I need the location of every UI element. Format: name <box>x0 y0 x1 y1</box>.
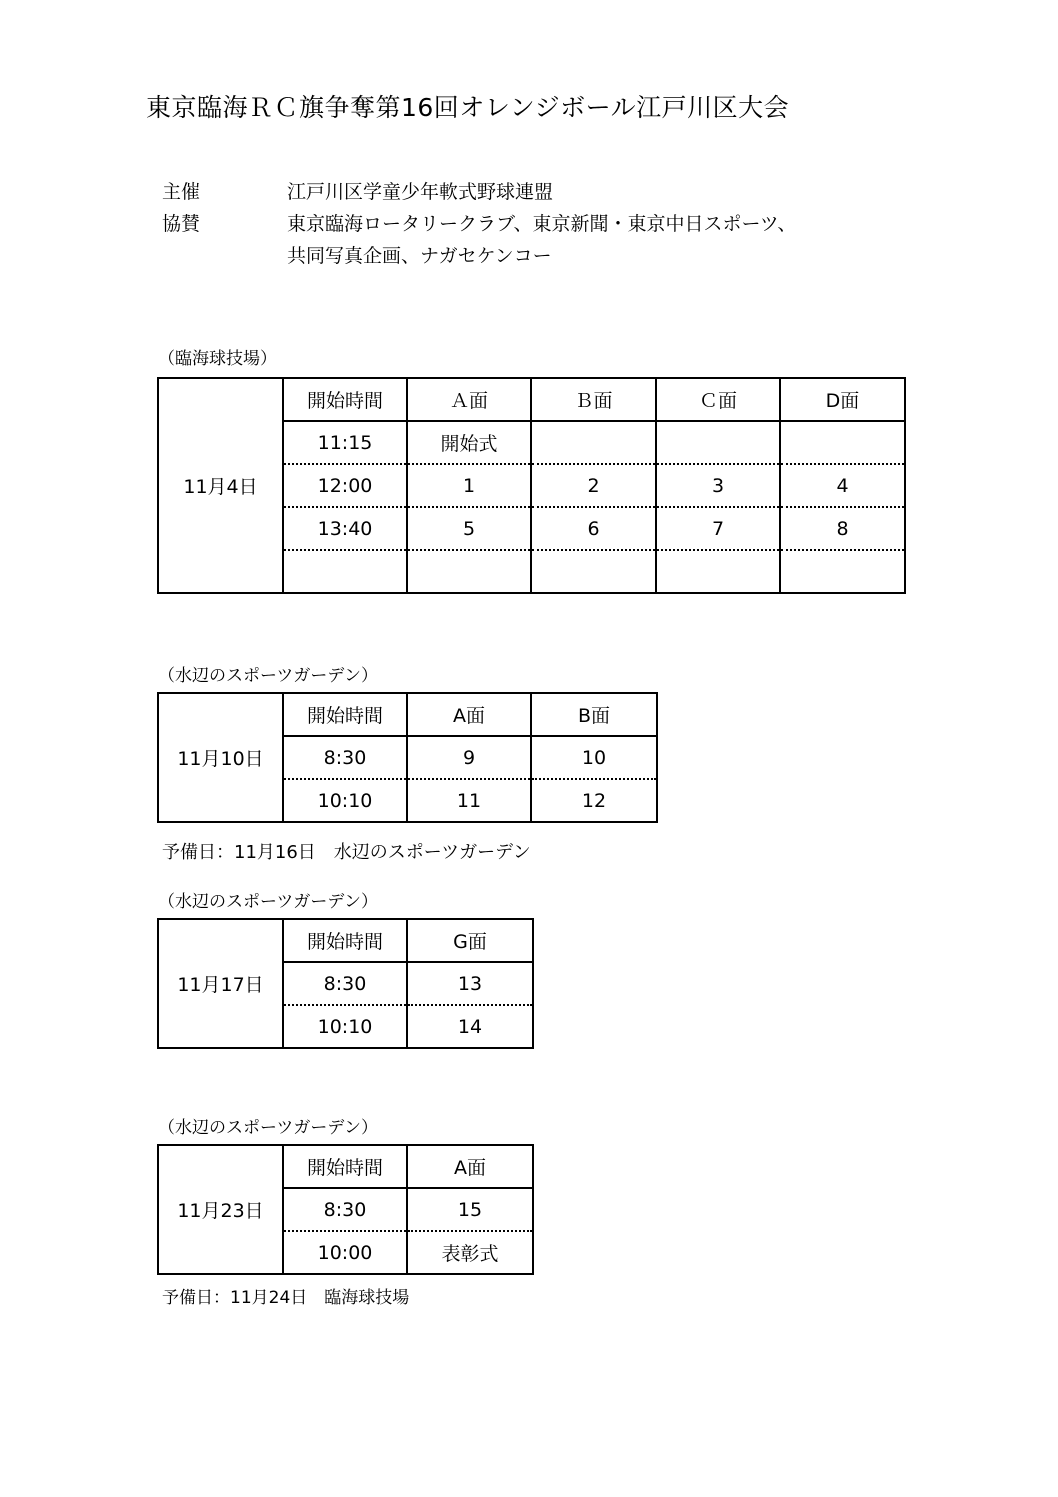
table-cell: 表彰式 <box>407 1231 533 1274</box>
table-header-row <box>158 378 905 421</box>
time-cell: 10:10 <box>283 1005 407 1048</box>
table-cell <box>780 550 905 593</box>
header-cell: 開始時間 <box>283 378 407 421</box>
header-cell: Ａ面 <box>407 378 531 421</box>
table-cell: 12 <box>531 779 657 822</box>
table-cell <box>531 550 656 593</box>
table-cell <box>656 421 780 464</box>
sponsor-line-2: 共同写真企画、ナガセケンコー <box>287 245 552 267</box>
table-cell: 6 <box>531 507 656 550</box>
host-value: 江戸川区学童少年軟式野球連盟 <box>287 181 554 203</box>
table-cell: 1 <box>407 464 531 507</box>
table-cell: 10 <box>531 736 657 779</box>
table-cell: 9 <box>407 736 531 779</box>
table-cell: 7 <box>656 507 780 550</box>
table-header-row <box>158 1145 533 1188</box>
time-cell: 10:10 <box>283 779 407 822</box>
table-cell: 4 <box>780 464 905 507</box>
header-cell: 開始時間 <box>283 693 407 736</box>
table-cell: 開始式 <box>407 421 531 464</box>
reserve-day-note: 予備日：11月24日 臨海球技場 <box>162 1288 410 1308</box>
venue-label: （水辺のスポーツガーデン） <box>158 892 378 912</box>
date-cell: 11月17日 <box>158 919 283 1048</box>
reserve-day-note: 予備日：11月16日 水辺のスポーツガーデン <box>162 842 531 863</box>
table-cell <box>407 550 531 593</box>
table-cell: 14 <box>407 1005 533 1048</box>
header-cell: A面 <box>407 693 531 736</box>
date-cell: 11月4日 <box>158 378 283 593</box>
table-cell: 3 <box>656 464 780 507</box>
date-cell: 11月23日 <box>158 1145 283 1274</box>
venue-label: （水辺のスポーツガーデン） <box>158 1118 378 1138</box>
time-cell: 12:00 <box>283 464 407 507</box>
header-cell: B面 <box>531 693 657 736</box>
time-cell: 8:30 <box>283 736 407 779</box>
sponsor-label: 協賛 <box>162 213 201 235</box>
time-cell: 10:00 <box>283 1231 407 1274</box>
table-cell: 13 <box>407 962 533 1005</box>
time-cell: 8:30 <box>283 962 407 1005</box>
table-header-row <box>158 693 657 736</box>
table-cell <box>531 421 656 464</box>
header-cell: Ｂ面 <box>531 378 656 421</box>
table-cell <box>780 421 905 464</box>
host-label: 主催 <box>162 181 201 203</box>
schedule-table <box>157 918 534 1049</box>
table-cell: 15 <box>407 1188 533 1231</box>
schedule-table <box>157 692 658 823</box>
schedule-table <box>157 1144 534 1275</box>
table-cell: 5 <box>407 507 531 550</box>
header-cell: Ｃ面 <box>656 378 780 421</box>
venue-label: （水辺のスポーツガーデン） <box>158 666 378 686</box>
time-cell: 11:15 <box>283 421 407 464</box>
page-title: 東京臨海ＲＣ旗争奪第16回オレンジボール江戸川区大会 <box>146 93 790 122</box>
header-cell: 開始時間 <box>283 1145 407 1188</box>
table-cell <box>656 550 780 593</box>
sponsor-line-1: 東京臨海ロータリークラブ、東京新聞・東京中日スポーツ、 <box>287 213 797 235</box>
header-cell: G面 <box>407 919 533 962</box>
header-cell: D面 <box>780 378 905 421</box>
time-cell <box>283 550 407 593</box>
table-header-row <box>158 919 533 962</box>
table-cell: 11 <box>407 779 531 822</box>
header-cell: 開始時間 <box>283 919 407 962</box>
venue-label: （臨海球技場） <box>158 349 277 369</box>
time-cell: 13:40 <box>283 507 407 550</box>
schedule-table <box>157 377 906 594</box>
time-cell: 8:30 <box>283 1188 407 1231</box>
table-cell: 2 <box>531 464 656 507</box>
table-cell: 8 <box>780 507 905 550</box>
header-cell: A面 <box>407 1145 533 1188</box>
date-cell: 11月10日 <box>158 693 283 822</box>
